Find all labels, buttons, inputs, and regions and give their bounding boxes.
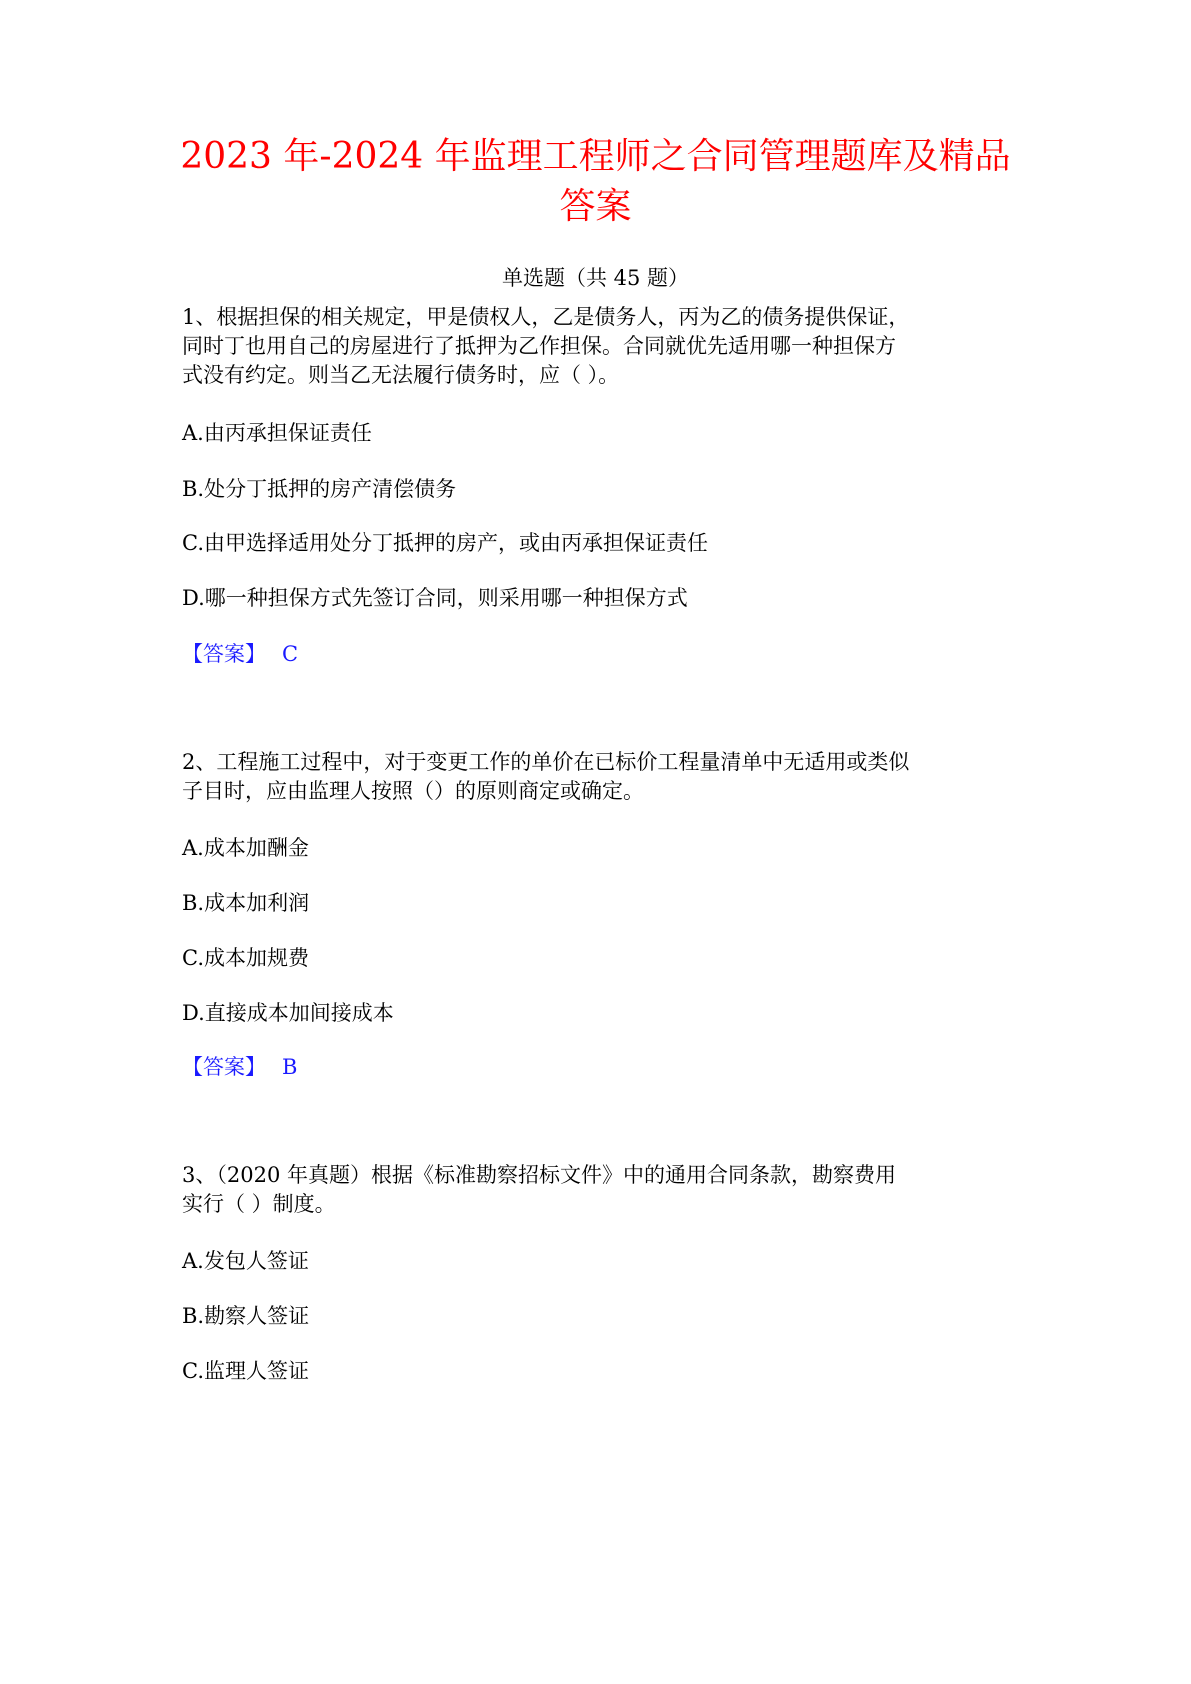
question-1-option-c: C.由甲选择适用处分丁抵押的房产，或由丙承担保证责任	[182, 531, 708, 555]
answer-label: 【答案】	[182, 1055, 266, 1079]
question-1-stem	[182, 303, 1022, 390]
question-stem-line: 同时丁也用自己的房屋进行了抵押为乙作担保。合同就优先适用哪一种担保方	[182, 334, 896, 358]
answer-label: 【答案】	[182, 642, 266, 666]
question-stem-line: 3、（2020 年真题）根据《标准勘察招标文件》中的通用合同条款，勘察费用	[182, 1163, 896, 1187]
question-3-option-c: C.监理人签证	[182, 1359, 309, 1383]
document-title	[140, 132, 1051, 232]
question-1-option-b: B.处分丁抵押的房产清偿债务	[182, 477, 457, 501]
question-stem-line: 1、根据担保的相关规定，甲是债权人，乙是债务人，丙为乙的债务提供保证，	[182, 305, 910, 329]
title-line-1: 2023 年-2024 年监理工程师之合同管理题库及精品	[180, 136, 1011, 177]
question-3-option-a: A.发包人签证	[182, 1249, 309, 1273]
question-3-stem	[182, 1161, 1022, 1219]
question-1-option-a: A.由丙承担保证责任	[182, 421, 372, 445]
question-2-stem	[182, 748, 1022, 806]
answer-value: B	[282, 1055, 298, 1079]
section-heading: 单选题（共 45 题）	[501, 266, 690, 290]
question-1-answer	[182, 639, 298, 669]
question-1-option-d: D.哪一种担保方式先签订合同，则采用哪一种担保方式	[182, 586, 688, 610]
question-stem-line: 实行（ ）制度。	[182, 1192, 336, 1216]
question-2-option-b: B.成本加利润	[182, 891, 310, 915]
question-2-answer	[182, 1052, 297, 1082]
question-2-option-c: C.成本加规费	[182, 946, 309, 970]
question-stem-line: 式没有约定。则当乙无法履行债务时，应（ ）。	[182, 363, 620, 387]
question-2-option-a: A.成本加酬金	[182, 836, 309, 860]
question-2-option-d: D.直接成本加间接成本	[182, 1001, 394, 1025]
question-stem-line: 2、工程施工过程中，对于变更工作的单价在已标价工程量清单中无适用或类似	[182, 750, 910, 774]
answer-value: C	[282, 642, 299, 666]
question-3-option-b: B.勘察人签证	[182, 1304, 310, 1328]
question-stem-line: 子目时，应由监理人按照（）的原则商定或确定。	[182, 779, 644, 803]
title-line-2: 答案	[559, 186, 632, 227]
